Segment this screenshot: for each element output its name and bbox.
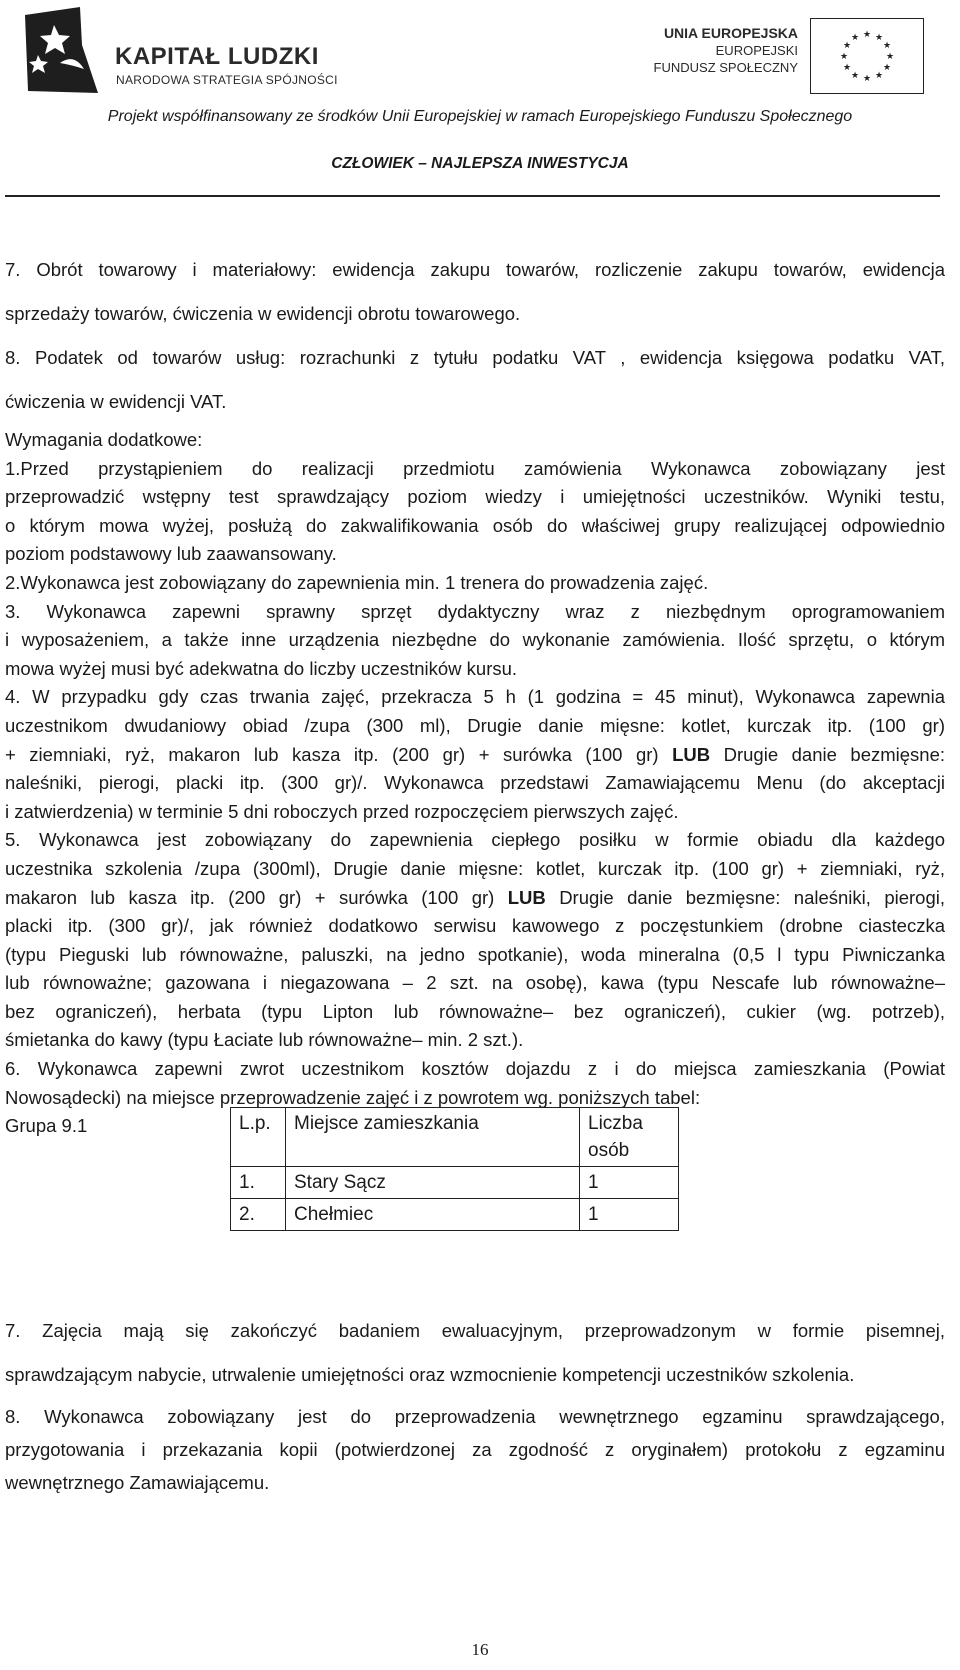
curriculum-items [5, 248, 945, 424]
table-cell: 1. [231, 1167, 286, 1199]
text-line: 4. W przypadku gdy czas trwania zajęć, przekracza 5 h (1 godzina = 45 minut), Wykonawca zapewnia [5, 686, 945, 708]
text-line: uczestnikom dwudaniowy obiad /zupa (300 ml), Drugie danie mięsne: kotlet, kurczak itp. (100 gr) [5, 714, 945, 736]
text-line: przygotowania i przekazania kopii (potwierdzonej za zgodność z oryginałem) protokołu z egzaminu [5, 1439, 945, 1460]
group-label: Grupa 9.1 [5, 1115, 88, 1137]
eu-logo [630, 18, 930, 98]
text-line: 8. Wykonawca zobowiązany jest do przeprowadzenia wewnętrznego egzaminu sprawdzającego, [5, 1406, 945, 1427]
text-line: i zatwierdzenia) w terminie 5 dni roboczych przed rozpoczęciem pierwszych zajęć. [5, 800, 679, 822]
svg-text:★: ★ [874, 71, 884, 81]
eu-flag-icon [810, 18, 924, 94]
svg-text:★: ★ [842, 63, 852, 73]
kapital-ludzki-subtitle: NARODOWA STRATEGIA SPÓJNOŚCI [116, 73, 338, 87]
table-header-cell: L.p. [231, 1108, 286, 1167]
text-line: o którym mowa wyżej, posłużą do zakwalifikowania osób do właściwej grupy realizującej odpowiednio [5, 514, 945, 536]
table-cell: Stary Sącz [286, 1167, 580, 1199]
svg-text:★: ★ [850, 71, 860, 81]
table-cell: Chełmiec [286, 1199, 580, 1231]
text-line: + ziemniaki, ryż, makaron lub kasza itp. (200 gr) + surówka (100 gr) LUB Drugie danie bezmięsne: [5, 743, 945, 765]
text-line: placki itp. (300 gr)/, jak również dodatkowo serwisu kawowego z poczęstunkiem (drobne ciasteczka [5, 915, 945, 937]
eu-line-3: FUNDUSZ SPOŁECZNY [653, 60, 798, 75]
text-line: śmietanka do kawy (typu Łaciate lub równoważne– min. 2 szt.). [5, 1029, 524, 1051]
svg-text:★: ★ [885, 52, 895, 62]
page-number: 16 [471, 1640, 489, 1659]
text-line: 7. Obrót towarowy i materiałowy: ewidencja zakupu towarów, rozliczenie zakupu towarów, ewidencja [5, 259, 945, 280]
evaluation-requirement [5, 1309, 945, 1397]
kapital-ludzki-emblem-icon [20, 5, 100, 95]
eu-logo-text [630, 24, 798, 76]
text-line: naleśniki, pierogi, placki itp. (300 gr)/. Wykonawca przedstawi Zamawiającemu Menu (do akceptacji [5, 772, 945, 794]
text-line: 6. Wykonawca zapewni zwrot uczestnikom kosztów dojazdu z i do miejsca zamieszkania (Powiat [5, 1058, 945, 1080]
table-header-cell: Liczba osób [580, 1108, 679, 1167]
section-heading: Wymagania dodatkowe: [5, 429, 203, 450]
text-line: uczestnika szkolenia /zupa (300ml), Drugie danie mięsne: kotlet, kurczak itp. (100 gr) + ziemniaki, ryż, [5, 857, 945, 879]
text-line: Nowosądecki) na miejsce przeprowadzenie zajęć i z powrotem wg. poniższych tabel: [5, 1086, 701, 1108]
exam-requirement [5, 1400, 945, 1499]
table-row [231, 1199, 679, 1231]
emphasis-lub: LUB [672, 743, 711, 765]
svg-text:★: ★ [839, 52, 849, 62]
text-line: 7. Zajęcia mają się zakończyć badaniem ewaluacyjnym, przeprowadzonym w formie pisemnej, [5, 1320, 945, 1341]
svg-text:★: ★ [850, 33, 860, 43]
additional-requirements [5, 426, 945, 1141]
svg-text:★: ★ [862, 30, 872, 40]
motto: CZŁOWIEK – NAJLEPSZA INWESTYCJA [331, 155, 629, 172]
svg-text:★: ★ [862, 74, 872, 84]
header-divider [5, 195, 940, 197]
svg-text:★: ★ [842, 41, 852, 51]
text-line: mowa wyżej musi być adekwatna do liczby uczestników kursu. [5, 657, 518, 679]
text-line: lub równoważne; gazowana i niegazowana – 2 szt. na osobę), kawa (typu Nescafe lub równoważne– [5, 972, 945, 994]
emphasis-lub: LUB [507, 886, 546, 908]
eu-line-2: EUROPEJSKI [715, 43, 798, 58]
text-line: makaron lub kasza itp. (200 gr) + surówka (100 gr) LUB Drugie danie bezmięsne: naleśniki, pierogi, [5, 886, 945, 908]
text-line: (typu Pieguski lub równoważne, paluszki, na jedno spotkanie), woda mineralna (0,5 l typu Piwniczanka [5, 943, 945, 965]
table-row [231, 1167, 679, 1199]
text-line: i wyposażeniem, a także inne urządzenia niezbędne do wykonanie zamówienia. Ilość sprzętu, o którym [5, 629, 945, 651]
table-cell: 2. [231, 1199, 286, 1231]
text-line: przeprowadzić wstępny test sprawdzający poziom wiedzy i umiejętności uczestników. Wyniki testu, [5, 486, 945, 508]
text-line: 3. Wykonawca zapewni sprawny sprzęt dydaktyczny wraz z niezbędnym oprogramowaniem [5, 600, 945, 622]
text-line: 8. Podatek od towarów usług: rozrachunki z tytułu podatku VAT , ewidencja księgowa podatku VAT, [5, 347, 945, 368]
text-line: 2.Wykonawca jest zobowiązany do zapewnienia min. 1 trenera do prowadzenia zajęć. [5, 571, 709, 593]
text-line: wewnętrznego Zamawiającemu. [5, 1472, 270, 1493]
text-line: 1.Przed przystąpieniem do realizacji przedmiotu zamówienia Wykonawca zobowiązany jest [5, 457, 945, 479]
kapital-ludzki-title: KAPITAŁ LUDZKI [115, 43, 319, 70]
participants-table [230, 1107, 679, 1231]
table-cell: 1 [580, 1199, 679, 1231]
project-cofinancing-line: Projekt współfinansowany ze środków Unii Europejskiej w ramach Europejskiego Funduszu Społecznego [107, 108, 853, 125]
eu-line-1: UNIA EUROPEJSKA [663, 25, 798, 41]
kapital-ludzki-logo [20, 5, 350, 100]
svg-text:★: ★ [882, 63, 892, 73]
text-line: sprawdzającym nabycie, utrwalenie umiejętności oraz wzmocnienie kompetencji uczestników szkolenia. [5, 1364, 855, 1385]
text-line: sprzedaży towarów, ćwiczenia w ewidencji obrotu towarowego. [5, 303, 521, 324]
svg-text:★: ★ [874, 33, 884, 43]
text-line: poziom podstawowy lub zaawansowany. [5, 543, 337, 565]
table-cell: 1 [580, 1167, 679, 1199]
text-line: ćwiczenia w ewidencji VAT. [5, 391, 227, 412]
svg-text:★: ★ [882, 41, 892, 51]
table-header-cell: Miejsce zamieszkania [286, 1108, 580, 1167]
text-line: bez ograniczeń), herbata (typu Lipton lub równoważne– bez ograniczeń), cukier (wg. potrzeb), [5, 1000, 945, 1022]
table-header-row [231, 1108, 679, 1167]
text-line: 5. Wykonawca jest zobowiązany do zapewnienia ciepłego posiłku w formie obiadu dla każdego [5, 829, 945, 851]
